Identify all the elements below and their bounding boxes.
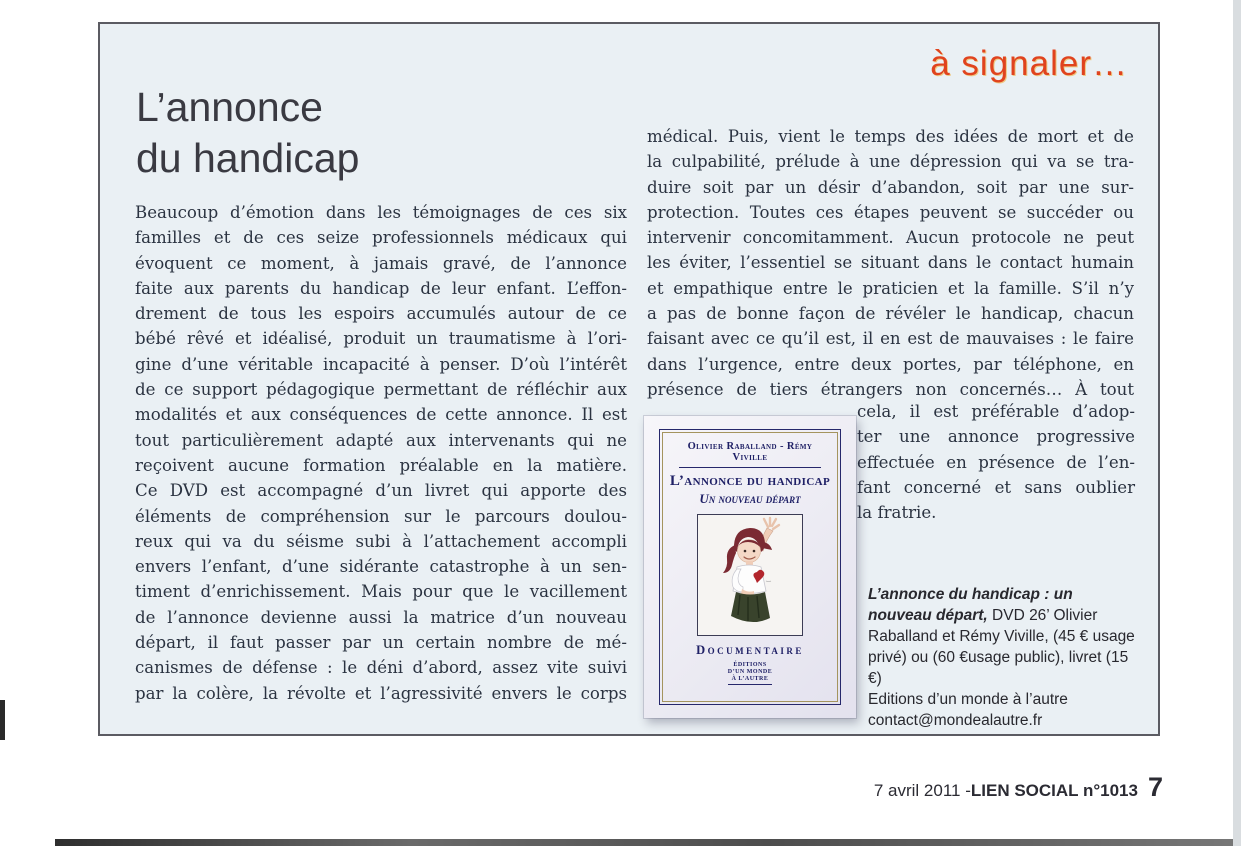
text-line: envers l’enfant, d’une sidérante catastrophe à un sen- [135, 557, 627, 577]
text-line: timent d’enrichissement. Mais pour que le vacillement [135, 582, 627, 602]
dvd-cover-frame [659, 429, 841, 705]
dvd-title: L’annonce du handicap [669, 473, 831, 489]
text-line: les éviter, l’essentiel se situant dans le contact humain [647, 253, 1134, 273]
text-line: Beaucoup d’émotion dans les témoignages de ces six [135, 203, 627, 222]
girl-illustration [697, 514, 803, 636]
text-line: reux qui va du séisme subi à l’attachement accompli [135, 531, 627, 551]
scan-edge-right [1233, 0, 1241, 846]
text-line: familles et de ces seize professionnels médicaux qui [135, 228, 627, 248]
text-line: protection. Toutes ces étapes peuvent se succéder ou [647, 202, 1134, 222]
article-title-line1: L’annonce [136, 84, 323, 130]
scan-edge-bottom [55, 839, 1241, 846]
text-line: bébé rêvé et idéalisé, produit un traumatisme à l’ori- [135, 329, 627, 349]
footer-page-number: 7 [1147, 772, 1163, 802]
text-line: la fratrie. [857, 503, 937, 523]
text-line: la culpabilité, prélude à une dépression qui va se tra- [647, 152, 1134, 172]
text-line: présence de tiers étrangers non concernés… À tout [647, 379, 1134, 399]
text-line: drement de tous les espoirs accumulés autour de ce [135, 304, 627, 324]
text-line: départ, il faut passer par un certain nombre de mé- [135, 633, 627, 653]
dvd-genre: Documentaire [696, 643, 804, 657]
dvd-publisher-logo: ÉDITIONS D’UN MONDE À L’AUTRE [728, 662, 773, 685]
scanned-page-panel [98, 22, 1160, 736]
text-line: par la colère, la révolte et l’agressivité envers le corps [135, 683, 627, 703]
article-column-right [647, 124, 1134, 402]
scan-edge-left-mark [0, 700, 5, 740]
dvd-caption [868, 584, 1140, 731]
text-line: ter une annonce progressive [857, 427, 1135, 447]
text-line: fant concerné et sans oublier [857, 477, 1135, 497]
text-line: de ce support pédagogique permettant de réfléchir aux [135, 380, 627, 400]
text-line: et empathique entre le praticien et la famille. S’il n’y [647, 278, 1134, 298]
article-column-right-narrow [857, 399, 1135, 525]
text-line: médical. Puis, vient le temps des idées de mort et de [647, 127, 1134, 146]
text-line: duire soit par un désir d’abandon, soit par une sur- [647, 177, 1134, 197]
text-line: cela, il est préférable d’adop- [857, 402, 1135, 421]
text-line: tout particulièrement adapté aux intervenants qui ne [135, 430, 627, 450]
footer-date: 7 avril 2011 - [873, 781, 971, 800]
article-column-left [135, 200, 627, 706]
text-line: dans l’urgence, entre deux portes, par téléphone, en [647, 354, 1134, 374]
text-line: canismes de défense : le déni d’abord, assez vite suivi [135, 658, 627, 678]
text-line: faite aux parents du handicap de leur enfant. L’effon- [135, 278, 627, 298]
text-line: évoquent ce moment, à jamais gravé, de l’annonce [135, 253, 627, 273]
dvd-rule [679, 467, 822, 468]
text-line: effectuée en présence de l’en- [857, 452, 1135, 472]
text-line: gine d’une véritable incapacité à penser. D’où l’intérêt [135, 354, 627, 374]
text-line: de l’annonce devienne aussi la matrice d’un nouveau [135, 607, 627, 627]
text-line: modalités et aux conséquences de cette annonce. Il est [135, 405, 627, 425]
caption-title: L’annonce du handicap : un nouveau départ, [868, 586, 1073, 624]
text-line: a pas de bonne façon de révéler le handicap, chacun [647, 304, 1134, 324]
text-line: Ce DVD est accompagné d’un livret qui apporte des [135, 481, 627, 501]
caption-email: contact@mondealautre.fr [868, 712, 1043, 729]
caption-publisher: Editions d’un monde à l’autre [868, 691, 1068, 708]
dvd-subtitle: Un nouveau départ [699, 491, 801, 506]
page-footer [874, 772, 1163, 803]
caption-body: DVD 26’ Olivier Raballand et Rémy Viville, (45 € usage privé) ou (60 €usage public), livret (15 €) [868, 607, 1135, 687]
text-line: éléments de compréhension sur le parcours doulou- [135, 506, 627, 526]
article-title-line2: du handicap [136, 135, 360, 181]
text-line: reçoivent aucune formation préalable en la matière. [135, 455, 627, 475]
dvd-cover [644, 416, 856, 718]
text-line: intervenir concomitamment. Aucun protocole ne peut [647, 228, 1134, 248]
footer-magazine: LIEN SOCIAL n°1013 [970, 781, 1138, 800]
article-title [136, 82, 359, 184]
section-label: à signaler… [930, 44, 1128, 83]
dvd-authors: Olivier Raballand - Rémy Viville [687, 441, 813, 463]
text-line: faisant avec ce qu’il est, il en est de mauvaises : le faire [647, 329, 1134, 349]
